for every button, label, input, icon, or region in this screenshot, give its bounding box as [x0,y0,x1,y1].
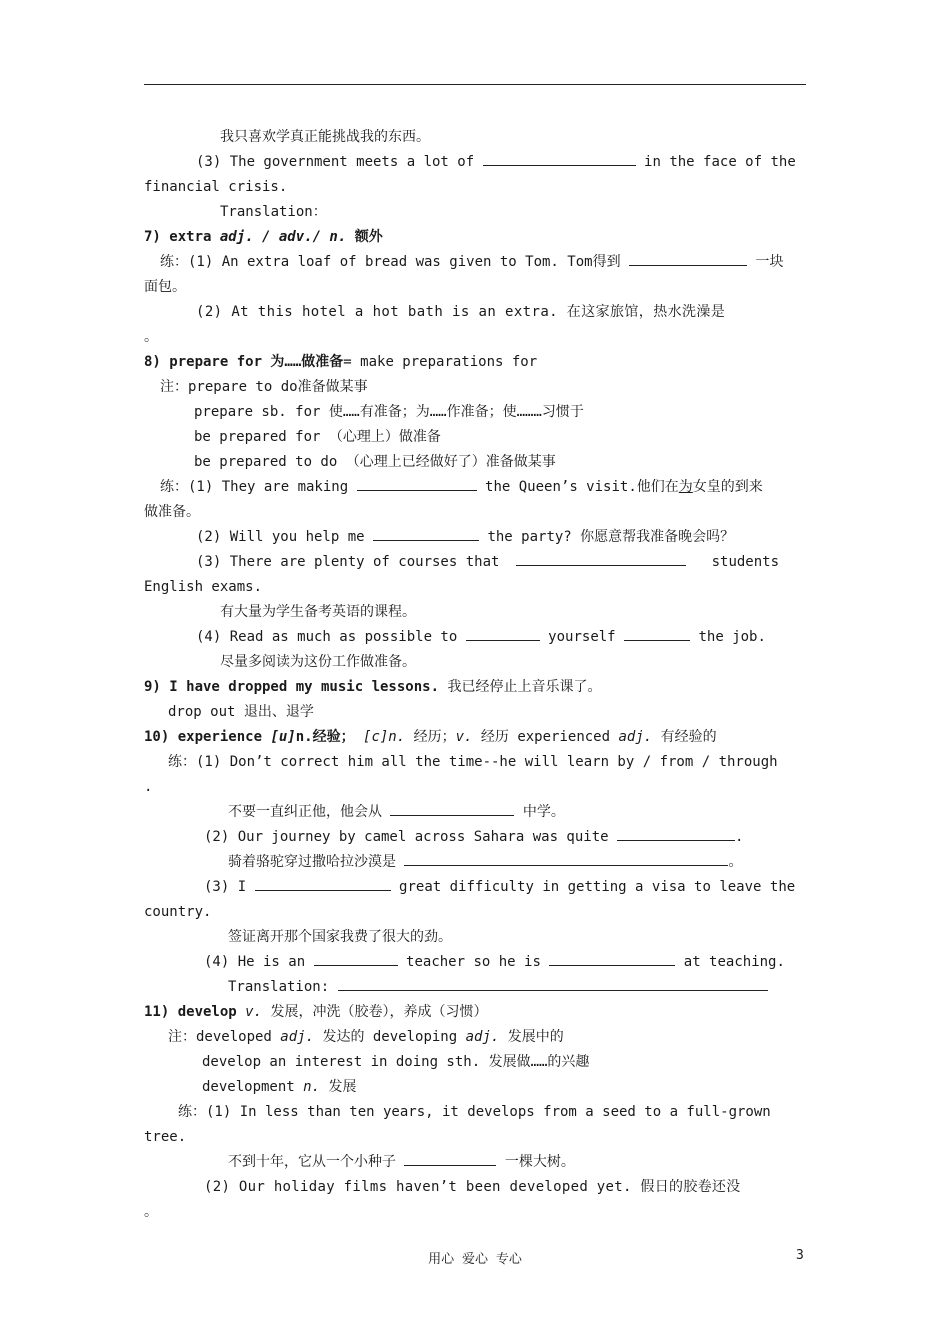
exercise-line: (3) I great difficulty in getting a visa to leave the [204,879,796,895]
exercise-line: (2) Our holiday films haven’t been developed yet. 假日的胶卷还没 [204,1179,741,1195]
translation-line: Translation: [228,977,768,997]
note-line: drop out 退出、退学 [168,704,314,720]
note-line: 注：developed adj. 发达的 developing adj. 发展中的 [168,1029,564,1045]
exercise-line: 骑着骆驼穿过撒哈拉沙漠是 。 [228,854,743,870]
text-line: 。 [144,329,158,345]
answer-blank[interactable] [373,527,479,541]
exercise-line: (2) Will you help me the party? 你愿意帮我准备晚会吗？ [196,529,735,545]
text-line: 尽量多阅读为这份工作做准备。 [220,654,416,670]
exercise-line: (4) He is an teacher so he is at teaching. [204,954,785,970]
answer-blank[interactable] [404,1152,496,1166]
note-line: development n. 发展 [202,1079,357,1095]
text-line: 签证离开那个国家我费了很大的劲。 [228,929,452,945]
text-line: English exams. [144,579,263,595]
text-line: tree. [144,1129,187,1145]
exercise-line: (3) The government meets a lot of in the face of the [196,154,796,170]
answer-blank[interactable] [466,627,540,641]
exercise-line: 练：(1) They are making the Queen’s visit.他们在为女皇的到来 [160,479,763,495]
text-line: 。 [144,1204,158,1220]
answer-blank[interactable] [338,977,768,991]
note-line: be prepared for （心理上）做准备 [194,429,441,445]
answer-blank[interactable] [255,877,391,891]
answer-blank[interactable] [357,477,477,491]
exercise-line: (4) Read as much as possible to yourself the job. [196,629,766,645]
answer-blank[interactable] [483,152,636,166]
header-rule [144,84,806,85]
exercise-line: (3) There are plenty of courses that students [196,554,780,570]
page-number: 3 [796,1248,804,1263]
exercise-line: (2) Our journey by camel across Sahara was quite . [204,829,744,845]
note-line: be prepared to do （心理上已经做好了）准备做某事 [194,454,556,470]
answer-blank[interactable] [617,827,735,841]
section-heading-8: 8) prepare for 为……做准备= make preparations for [144,354,538,370]
text-line: 做准备。 [144,504,200,520]
answer-blank[interactable] [516,552,686,566]
note-line: 注：prepare to do准备做某事 [160,379,368,395]
text-line: financial crisis. [144,179,288,195]
text-line: 我只喜欢学真正能挑战我的东西。 [220,129,430,145]
translation-label: Translation： [220,204,327,220]
section-heading-10: 10) experience [u]n.经验； [c]n. 经历；v. 经历 experienced adj. 有经验的 [144,729,717,745]
exercise-line: 不要一直纠正他，他会从 中学。 [228,804,565,820]
answer-blank[interactable] [549,952,675,966]
page-footer: 用心 爱心 专心 [428,1252,522,1267]
answer-blank[interactable] [404,852,728,866]
text-line: . [144,779,153,795]
exercise-line: (2) At this hotel a hot bath is an extra. 在这家旅馆，热水洗澡是 [196,304,726,320]
answer-blank[interactable] [624,627,690,641]
exercise-line: 练：(1) An extra loaf of bread was given to Tom. Tom得到 一块 [160,254,784,270]
note-line: prepare sb. for 使……有准备；为……作准备；使………习惯于 [194,404,584,420]
section-heading-7: 7) extra adj. / adv./ n. 额外 [144,229,383,245]
answer-blank[interactable] [314,952,398,966]
section-heading-11: 11) develop v. 发展，冲洗（胶卷），养成（习惯） [144,1004,488,1020]
section-heading-9: 9) I have dropped my music lessons. 我已经停止上音乐课了。 [144,679,602,695]
answer-blank[interactable] [629,252,747,266]
text-line: 面包。 [144,279,186,295]
exercise-line: 不到十年，它从一个小种子 一棵大树。 [228,1154,575,1170]
answer-blank[interactable] [390,802,514,816]
note-line: develop an interest in doing sth. 发展做……的兴趣 [202,1054,590,1070]
exercise-line: 练：(1) Don’t correct him all the time--he will learn by / from / through [168,754,778,770]
exercise-line: 练：(1) In less than ten years, it develops from a seed to a full-grown [178,1104,771,1120]
text-line: country. [144,904,212,920]
text-line: 有大量为学生备考英语的课程。 [220,604,416,620]
